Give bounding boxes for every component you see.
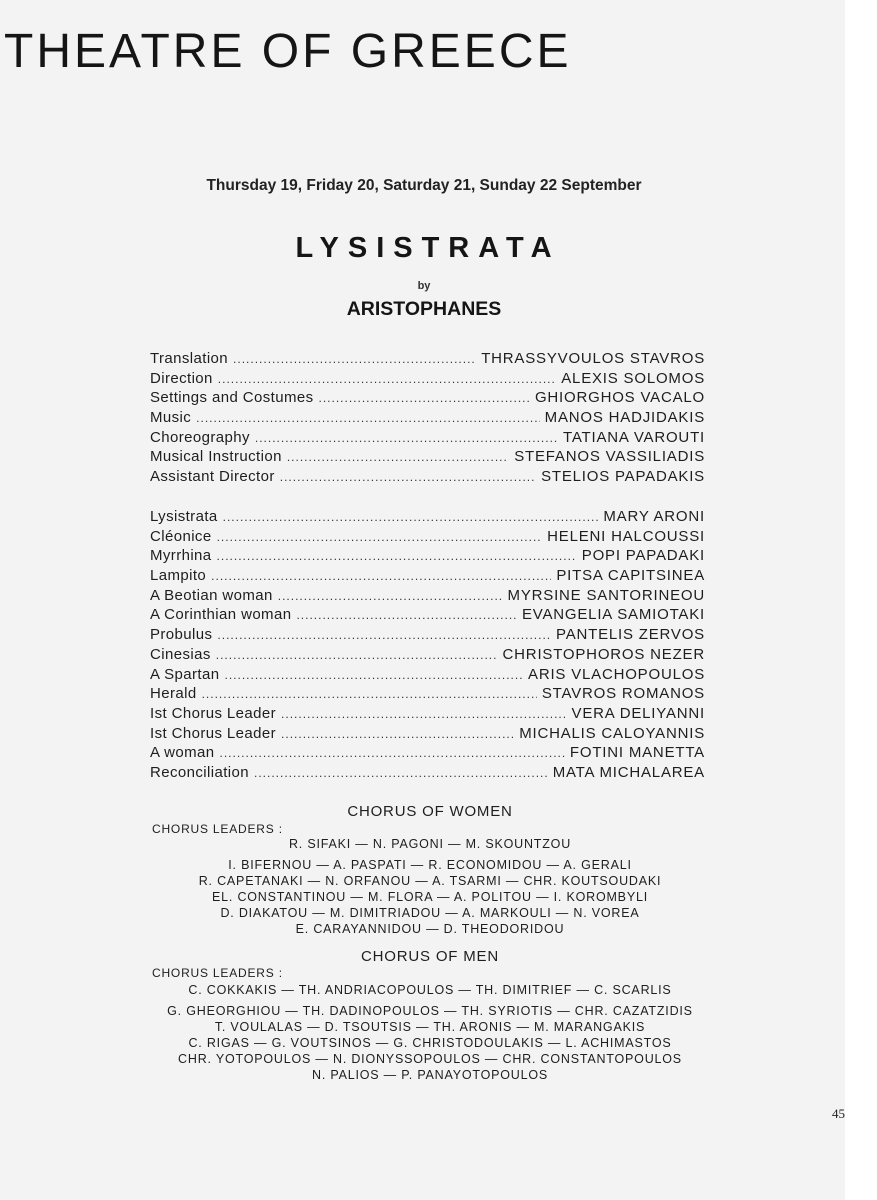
name-line: G. GHEORGHIOU — TH. DADINOPOULOS — TH. SYRIOTIS — CHR. CAZATZIDIS [167,1004,693,1018]
role-label: Cléonice [150,527,212,545]
play-title: LYSISTRATA [295,232,561,264]
crew-row [150,428,705,448]
person-name: STAVROS ROMANOS [541,685,705,703]
leader-dots [211,567,551,587]
role-label: Cinesias [150,645,211,663]
leader-dots [318,389,529,409]
crew-row [150,349,705,369]
page-title: THEATRE OF GREECE [4,25,572,78]
role-label: Herald [150,685,197,703]
cast-row [150,704,705,724]
performance-dates: Thursday 19, Friday 20, Saturday 21, Sunday 22 September [206,177,642,194]
person-name: STEFANOS VASSILIADIS [514,448,705,466]
name-line: C. COKKAKIS — TH. ANDRIACOPOULOS — TH. DIMITRIEF — C. SCARLIS [188,983,672,997]
leader-dots [217,547,577,567]
person-name: MARY ARONI [603,508,705,525]
cast-row [150,566,705,586]
name-line: R. CAPETANAKI — N. ORFANOU — A. TSARMI — CHR. KOUTSOUDAKI [198,874,662,888]
chorus-women-heading: CHORUS OF WOMEN [347,803,513,820]
chorus-women-members [0,857,860,937]
leader-dots [196,409,540,429]
cast-row [150,605,705,625]
cast-row [150,684,705,704]
role-label: Direction [150,369,213,387]
person-name: THRASSYVOULOS STAVROS [481,350,705,367]
author-name: ARISTOPHANES [346,298,502,320]
cast-row [150,743,705,763]
cast-row [150,586,705,606]
person-name: PITSA CAPITSINEA [556,567,705,585]
role-label: Lysistrata [150,508,218,525]
chorus-leaders-label: CHORUS LEADERS : [152,822,283,836]
person-name: TATIANA VAROUTI [562,428,705,446]
name-line: I. BIFERNOU — A. PASPATI — R. ECONOMIDOU — A. GERALI [228,858,632,872]
crew-row [150,447,705,467]
leader-dots [217,626,551,646]
role-label: Reconciliation [150,763,249,781]
cast-row [150,724,705,744]
role-label: Translation [150,350,229,367]
cast-row [150,763,705,783]
person-name: VERA DELIYANNI [571,704,705,722]
leader-dots [281,705,567,725]
name-line: E. CARAYANNIDOU — D. THEODORIDOU [295,922,565,936]
cast-row [150,507,705,527]
crew-row [150,369,705,389]
leader-dots [278,587,503,607]
person-name: GHIORGHOS VACALO [534,389,705,407]
chorus-men-heading: CHORUS OF MEN [361,948,499,965]
role-label: A Beotian woman [150,586,273,604]
role-label: A Corinthian woman [150,606,292,624]
name-line: C. RIGAS — G. VOUTSINOS — G. CHRISTODOULAKIS — L. ACHIMASTOS [188,1036,672,1050]
role-label: Choreography [150,428,250,446]
cast-row [150,665,705,685]
person-name: PANTELIS ZERVOS [556,626,705,644]
name-line: CHR. YOTOPOULOS — N. DIONYSSOPOULOS — CHR. CONSTANTOPOULOS [178,1052,682,1066]
chorus-men-leaders [0,982,860,998]
person-name: ALEXIS SOLOMOS [561,369,705,387]
leader-dots [287,448,509,468]
crew-row [150,408,705,428]
person-name: MICHALIS CALOYANNIS [519,724,705,742]
leader-dots [254,764,548,784]
cast-row [150,546,705,566]
person-name: POPI PAPADAKI [581,547,705,565]
role-label: Myrrhina [150,547,212,565]
person-name: MANOS HADJIDAKIS [544,409,705,427]
crew-row [150,388,705,408]
leader-dots [233,350,476,370]
person-name: STELIOS PAPADAKIS [541,468,705,486]
role-label: Ist Chorus Leader [150,704,277,722]
leader-dots [223,508,599,528]
person-name: ARIS VLACHOPOULOS [528,665,705,683]
role-label: Ist Chorus Leader [150,724,277,742]
person-name: CHRISTOPHOROS NEZER [502,645,705,663]
cast-row [150,645,705,665]
crew-row [150,467,705,487]
name-line: EL. CONSTANTINOU — M. FLORA — A. POLITOU — I. KOROMBYLI [212,890,648,904]
chorus-women-leaders [0,836,860,852]
leader-dots [280,468,536,488]
role-label: Music [150,409,192,427]
cast-list [150,507,705,783]
person-name: MATA MICHALAREA [552,763,705,781]
leader-dots [220,744,565,764]
name-line: T. VOULALAS — D. TSOUTSIS — TH. ARONIS — M. MARANGAKIS [214,1020,646,1034]
page-number: 45 [832,1106,845,1121]
role-label: Settings and Costumes [150,389,314,407]
person-name: HELENI HALCOUSSI [547,527,705,545]
leader-dots [296,606,517,626]
name-line: N. PALIOS — P. PANAYOTOPOULOS [312,1068,548,1082]
by-label: by [417,280,431,292]
role-label: Probulus [150,626,213,644]
chorus-leaders-label: CHORUS LEADERS : [152,966,283,980]
person-name: FOTINI MANETTA [569,744,705,762]
role-label: A woman [150,744,215,762]
cast-row [150,625,705,645]
crew-list [150,349,705,487]
name-line: R. SIFAKI — N. PAGONI — M. SKOUNTZOU [288,837,572,851]
person-name: MYRSINE SANTORINEOU [507,586,705,604]
name-line: D. DIAKATOU — M. DIMITRIADOU — A. MARKOULI — N. VOREA [220,906,640,920]
chorus-men-members [0,1003,860,1083]
leader-dots [202,685,537,705]
role-label: Lampito [150,567,207,585]
cast-row [150,527,705,547]
leader-dots [281,725,514,745]
role-label: Musical Instruction [150,448,282,466]
leader-dots [224,666,523,686]
leader-dots [216,646,498,666]
role-label: A Spartan [150,665,220,683]
role-label: Assistant Director [150,468,275,486]
leader-dots [217,528,543,548]
leader-dots [218,370,556,390]
person-name: EVANGELIA SAMIOTAKI [521,606,705,624]
leader-dots [255,429,558,449]
